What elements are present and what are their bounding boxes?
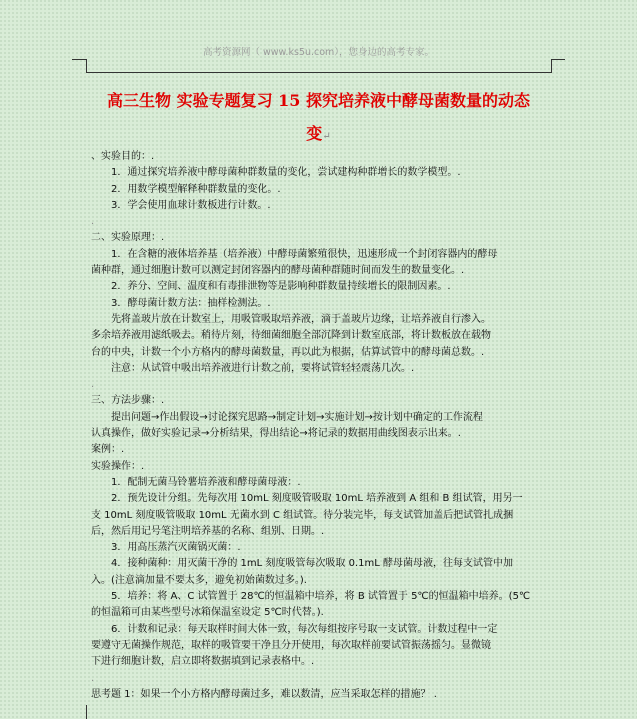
step-6-line-1: 6．计数和记录：每天取样时间大体一致，每次每组按序号取一支试管。计数过程中一定 xyxy=(111,623,498,635)
step-2-line-2: 支 10mL 刻度吸管吸取 10mL 无菌水到 C 组试管。待分装完毕，每支试管加盖后把试管扎成捆 xyxy=(91,509,514,521)
objective-3: 3．学会使用血球计数板进行计数。. xyxy=(111,199,271,211)
header-rule xyxy=(86,72,552,73)
section-2-heading: 二、实验原理：. xyxy=(91,232,165,244)
blank-line: . xyxy=(91,672,95,684)
step-5-line-1: 5．培养：将 A、C 试管置于 28℃的恒温箱中培养，将 B 试管置于 5℃的恒温箱中培养。(5℃ xyxy=(111,591,531,603)
operation-heading: 实验操作：. xyxy=(91,460,145,472)
step-6-line-3: 下进行细胞计数，启立即将数据填到记录表格中。. xyxy=(91,656,315,668)
header-rule-right xyxy=(551,59,565,60)
document-body xyxy=(91,149,551,703)
principle-1-line-1: 1．在含糖的液体培养基（培养液）中酵母菌繁殖很快，迅速形成一个封闭容器内的酵母 xyxy=(111,248,498,260)
step-1: 1．配制无菌马铃薯培养液和酵母菌母液：. xyxy=(111,476,301,488)
note-line: 注意：从试管中吸出培养液进行计数之前，要将试管轻轻震荡几次。. xyxy=(111,362,415,374)
principle-2: 2．养分、空间、温度和有毒排泄物等是影响种群数量持续增长的限制因素。. xyxy=(111,281,451,293)
page-header: 高考资源网（ www.ks5u.com），您身边的高考专家。 xyxy=(202,47,435,58)
step-4-line-1: 4．接种菌种：用灭菌干净的 1mL 刻度吸管每次吸取 0.1mL 酵母菌母液，往每支试管中加 xyxy=(111,558,513,570)
step-4-line-2: 入。(注意滴加量不要太多，避免初始菌数过多。). xyxy=(91,574,307,586)
header-rule-right-vertical xyxy=(551,59,552,72)
blank-line: . xyxy=(91,216,95,228)
principle-1-line-2: 菌种群，通过细胞计数可以测定封闭容器内的酵母菌种群随时间而发生的数量变化。. xyxy=(91,265,465,277)
header-rule-left-vertical xyxy=(86,59,87,72)
procedure-flow-line-1: 提出问题→作出假设→讨论探究思路→制定计划→实施计划→按计划中确定的工作流程 xyxy=(111,411,483,423)
procedure-flow-line-2: 认真操作，做好实验记录→分析结果，得出结论→将记录的数据用曲线图表示出来。. xyxy=(91,428,461,440)
counting-method-line-2: 多余培养液用滤纸吸去。稍待片刻，待细菌细胞全部沉降到计数室底部，将计数板放在载物 xyxy=(91,330,491,342)
objective-1: 1．通过探究培养液中酵母菌种群数量的变化，尝试建构种群增长的数学模型。. xyxy=(111,167,461,179)
objective-2: 2．用数学模型解释种群数量的变化。. xyxy=(111,183,281,195)
doc-title-line-2 xyxy=(0,121,637,144)
step-2-line-3: 后，然后用记号笔注明培养基的名称、组别、日期。. xyxy=(91,525,325,537)
question-1: 思考题 1：如果一个小方格内酵母菌过多，难以数清，应当采取怎样的措施？ . xyxy=(91,688,437,700)
section-3-heading: 三、方法步骤：. xyxy=(91,395,165,407)
principle-3: 3．酵母菌计数方法：抽样检测法。. xyxy=(111,297,271,309)
counting-method-line-3: 台的中央，计数一个小方格内的酵母菌数量，再以此为根据，估算试管中的酵母菌总数。. xyxy=(91,346,485,358)
blank-line: . xyxy=(91,379,95,391)
section-1-heading: 、实验目的：. xyxy=(91,151,155,162)
step-6-line-2: 要遵守无菌操作规范，取样的吸管要干净且分开使用，每次取样前要试管振荡摇匀。显微镜 xyxy=(91,639,491,651)
step-2-line-1: 2．预先设计分组。先每次用 10mL 刻度吸管吸取 10mL 培养液到 A 组和 B 组试管，用另一 xyxy=(111,493,523,505)
doc-title-line-1: 高三生物 实验专题复习 15 探究培养液中酵母菌数量的动态 xyxy=(107,91,530,110)
counting-method-line-1: 先将盖玻片放在计数室上，用吸管吸取培养液，滴于盖玻片边缘，让培养液自行渗入。 xyxy=(111,313,491,325)
paragraph-mark-icon: ↵ xyxy=(322,131,331,142)
step-3: 3．用高压蒸汽灭菌锅灭菌：. xyxy=(111,542,241,554)
corner-mark-bottom-left xyxy=(86,705,87,719)
header-rule-left xyxy=(72,59,86,60)
step-5-line-2: 的恒温箱可由某些型号冰箱保温室设定 5℃时代替。). xyxy=(91,607,324,619)
case-heading: 案例：. xyxy=(91,444,125,456)
doc-title-line-2-text: 变 xyxy=(306,124,323,143)
